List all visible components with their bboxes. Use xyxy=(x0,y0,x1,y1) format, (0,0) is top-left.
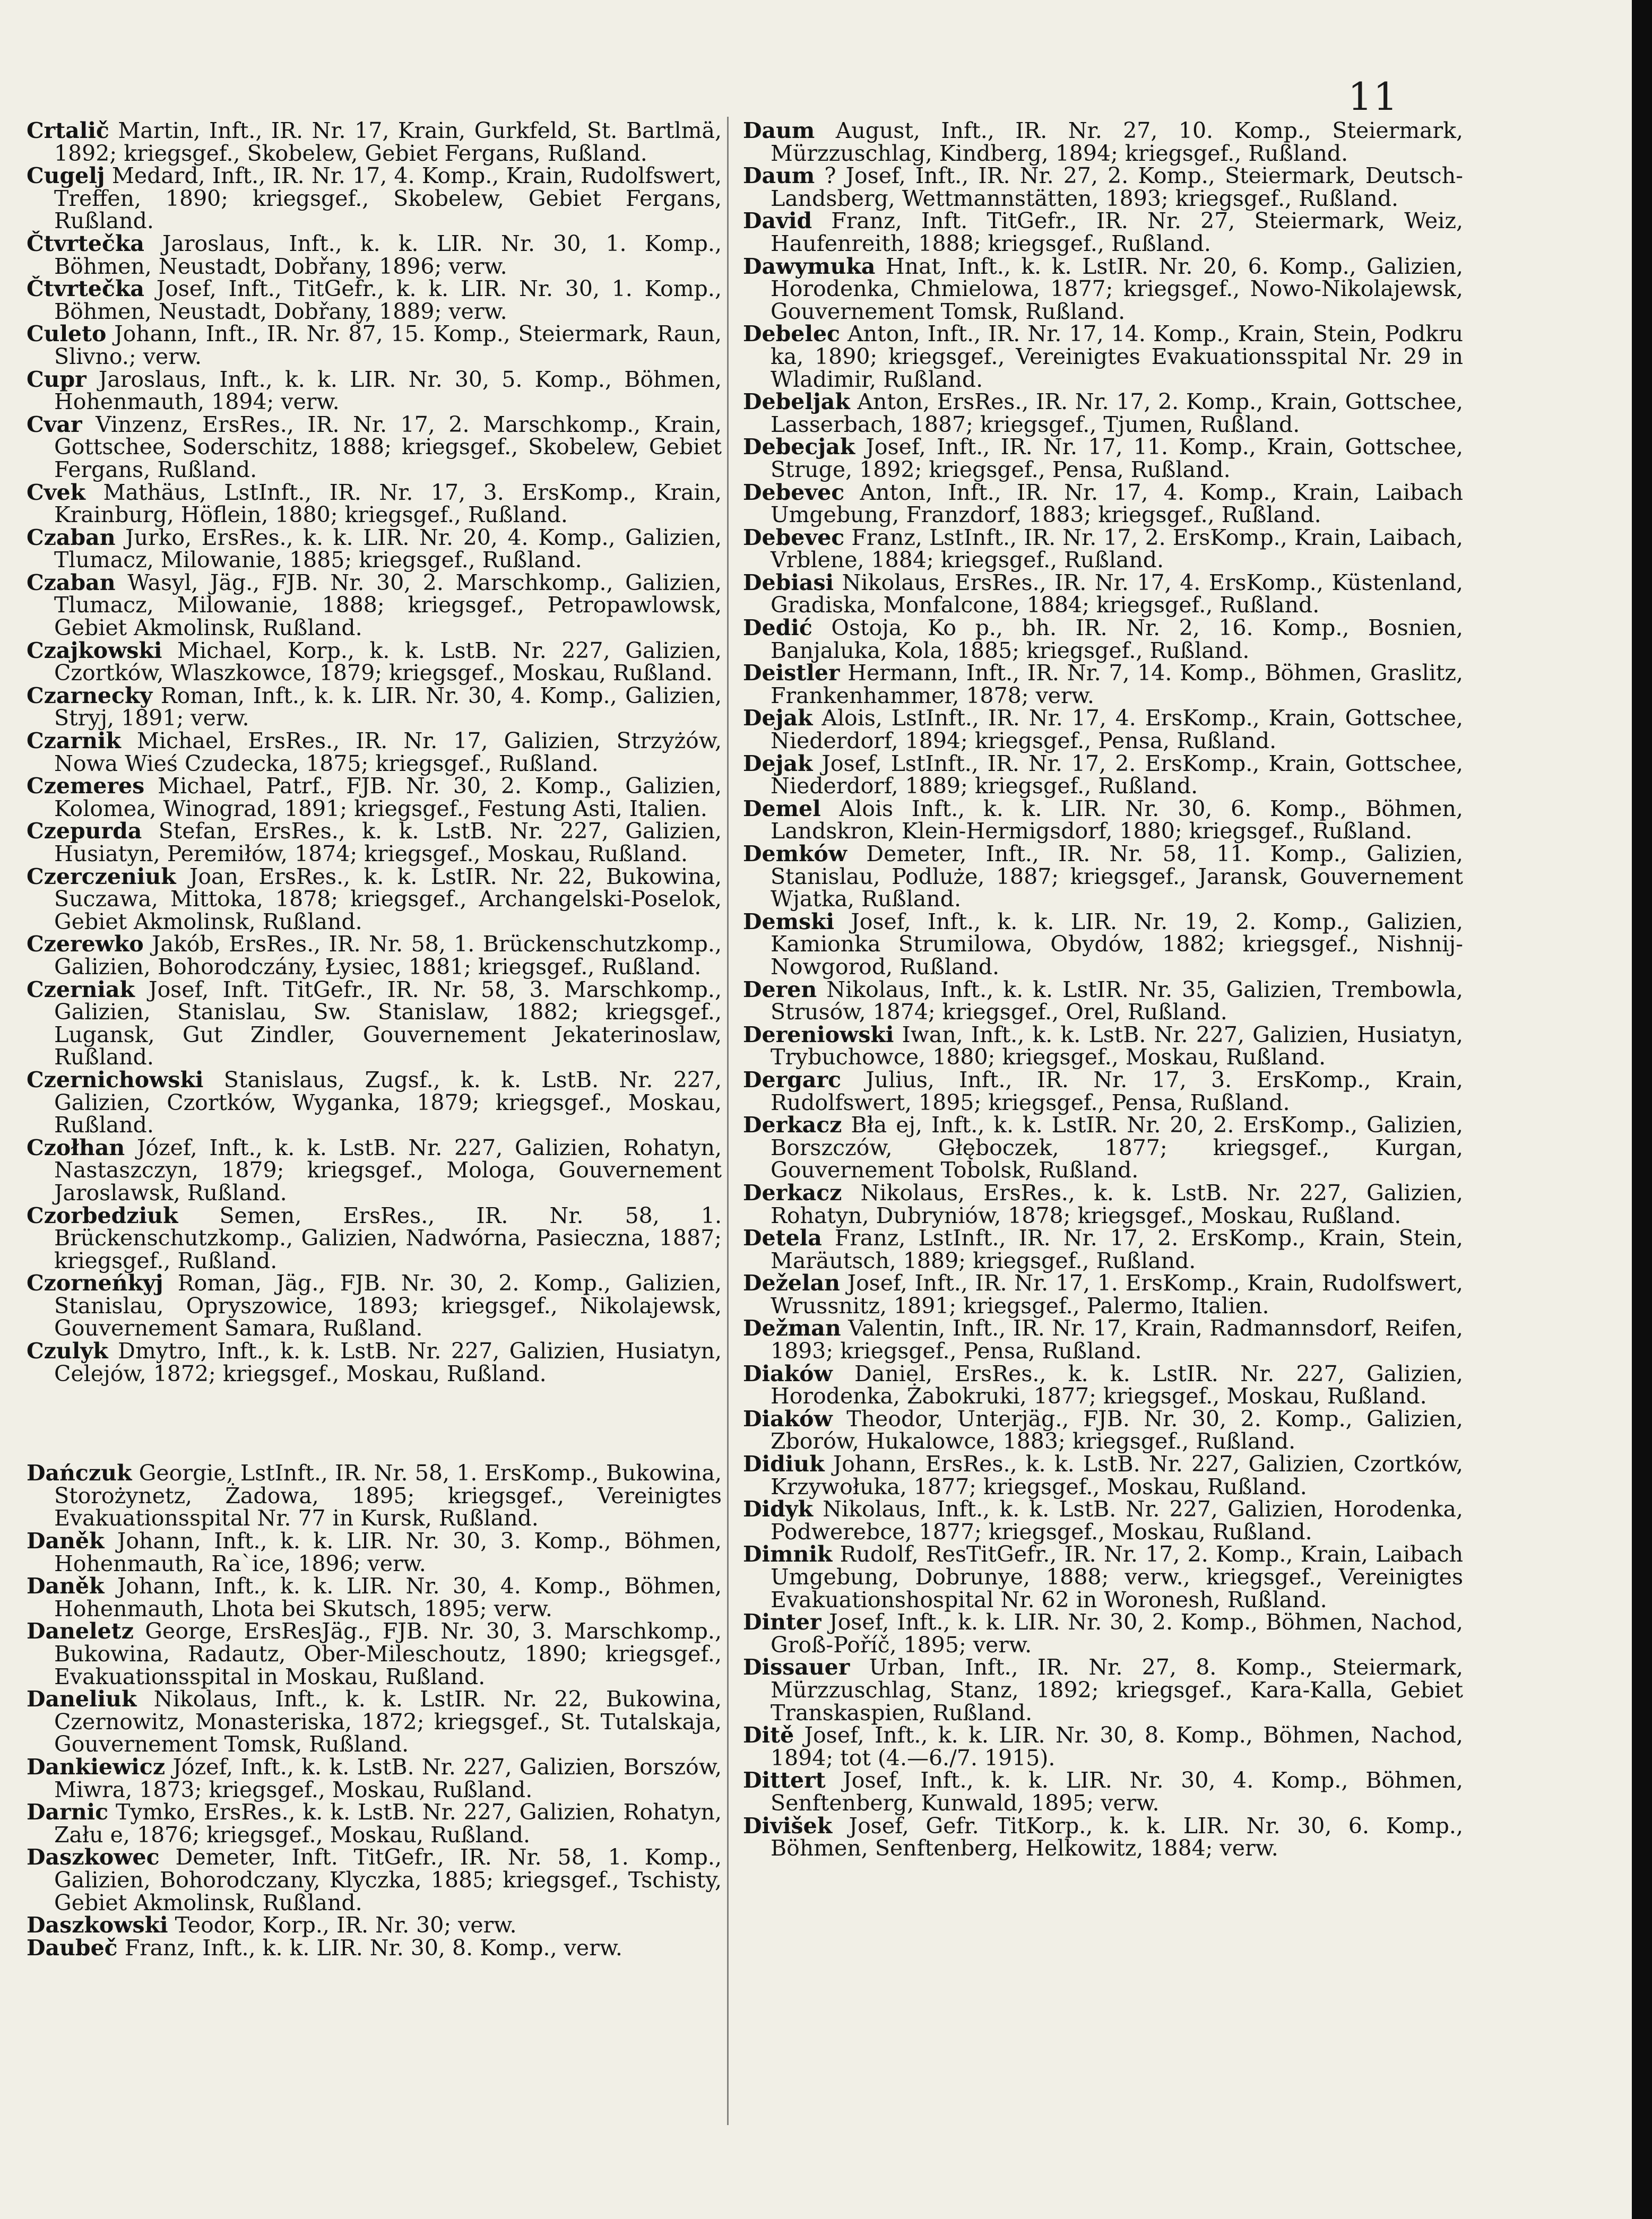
entry-details: Roman, Jäg., FJB. Nr. 30, 2. Komp., Galizien, Stanislau, Opryszowice, 1893; kriegsgef., Nikolajewsk, Gouvernement Samara, Rußland. xyxy=(54,1270,722,1341)
list-entry xyxy=(27,1756,722,1801)
list-entry xyxy=(743,1611,1463,1656)
entry-details: Nikolaus, ErsRes., k. k. LstB. Nr. 227, Galizien, Rohatyn, Dubryniów, 1878; kriegsgef., Moskau, Rußland. xyxy=(771,1180,1463,1228)
column-divider xyxy=(727,117,729,2125)
entry-surname: Derkacz xyxy=(743,1180,842,1206)
entry-surname: Ditě xyxy=(743,1722,794,1748)
entry-details: Medard, Inft., IR. Nr. 17, 4. Komp., Krain, Rudolfswert, Treffen, 1890; kriegsgef., Skobelew, Gebiet Fergans, Rußland. xyxy=(54,163,722,234)
list-entry xyxy=(27,323,722,368)
list-entry xyxy=(743,1769,1463,1814)
entry-surname: Czulyk xyxy=(27,1338,108,1364)
list-entry xyxy=(743,1408,1463,1453)
list-entry xyxy=(743,1453,1463,1498)
entry-surname: Dimnik xyxy=(743,1541,833,1567)
entry-surname: Debecjak xyxy=(743,434,855,460)
entry-surname: Deren xyxy=(743,976,817,1002)
entry-surname: Czorbedziuk xyxy=(27,1202,178,1228)
entry-surname: Dergarc xyxy=(743,1067,842,1093)
entry-details: Nikolaus, Inft., k. k. LstIR. Nr. 22, Bukowina, Czernowitz, Monasteriska, 1872; kriegsgef., St. Tutalskaja, Gouvernement Tomsk, Rußland. xyxy=(54,1686,722,1757)
entry-surname: Czernichowski xyxy=(27,1067,204,1093)
list-entry xyxy=(27,1937,722,1960)
section-gap xyxy=(27,1385,722,1462)
entry-details: Michael, ErsRes., IR. Nr. 17, Galizien, Strzyżów, Nowa Wieś Czudecka, 1875; kriegsgef., Rußland. xyxy=(54,728,722,776)
list-entry xyxy=(27,978,722,1069)
list-entry xyxy=(27,1204,722,1272)
entry-surname: Dežman xyxy=(743,1315,841,1341)
entry-surname: Demków xyxy=(743,841,847,866)
list-entry xyxy=(27,1462,722,1530)
entry-surname: Czerniak xyxy=(27,976,135,1002)
entry-surname: Daněk xyxy=(27,1528,105,1554)
entry-surname: Daněk xyxy=(27,1573,105,1599)
entry-surname: Derkacz xyxy=(743,1112,842,1138)
entry-details: Georgie, LstInft., IR. Nr. 58, 1. ErsKomp., Bukowina, Storożynetz, Żadowa, 1895; kriegsgef., Vereinigtes Evakuationsspital Nr. 77 in Kursk, Rußland. xyxy=(54,1460,722,1531)
entry-surname: Dedić xyxy=(743,615,812,641)
entry-details: Dmytro, Inft., k. k. LstB. Nr. 227, Galizien, Husiatyn, Celejów, 1872; kriegsgef., Moskau, Rußland. xyxy=(54,1338,722,1386)
list-entry xyxy=(27,119,722,164)
entry-surname: Daum xyxy=(743,118,815,143)
entry-details: Tymko, ErsRes., k. k. LstB. Nr. 227, Galizien, Rohatyn, Zału e, 1876; kriegsgef., Moskau, Rußland. xyxy=(54,1799,722,1848)
list-entry xyxy=(743,436,1463,481)
entry-details: Bła ej, Inft., k. k. LstIR. Nr. 20, 2. ErsKomp., Galizien, Borszczów, Głęboczek, 1877; kriegsgef., Kurgan, Gouvernement Tobolsk, Rußland. xyxy=(771,1112,1463,1183)
entry-details: Josef, Inft., k. k. LIR. Nr. 30, 2. Komp., Böhmen, Nachod, Groß-Poříč, 1895; verw. xyxy=(771,1609,1463,1658)
entry-surname: Cupr xyxy=(27,366,87,392)
entry-surname: Czarnik xyxy=(27,728,121,754)
entry-surname: Dittert xyxy=(743,1767,826,1793)
list-entry xyxy=(27,865,722,933)
entry-surname: Didyk xyxy=(743,1496,814,1522)
entry-details: Josef, Gefr. TitKorp., k. k. LIR. Nr. 30, 6. Komp., Böhmen, Senftenberg, Helkowitz, 1884; verw. xyxy=(771,1813,1463,1861)
list-entry xyxy=(27,1914,722,1937)
entry-details: Joan, ErsRes., k. k. LstIR. Nr. 22, Bukowina, Suczawa, Mittoka, 1878; kriegsgef., Archangelski-Poselok, Gebiet Akmolinsk, Rußland. xyxy=(54,863,722,934)
list-entry xyxy=(743,1656,1463,1724)
list-entry xyxy=(743,571,1463,617)
entry-details: Martin, Inft., IR. Nr. 17, Krain, Gurkfeld, St. Bartlmä, 1892; kriegsgef., Skobelew, Gebiet Fergans, Rußland. xyxy=(54,118,722,166)
list-entry xyxy=(27,820,722,865)
entry-details: Valentin, Inft., IR. Nr. 17, Krain, Radmannsdorf, Reifen, 1893; kriegsgef., Pensa, Rußland. xyxy=(771,1315,1463,1364)
entry-details: Stefan, ErsRes., k. k. LstB. Nr. 227, Galizien, Husiatyn, Peremiłów, 1874; kriegsgef., Moskau, Rußland. xyxy=(54,818,722,866)
entry-details: Jaroslaus, Inft., k. k. LIR. Nr. 30, 5. Komp., Böhmen, Hohenmauth, 1894; verw. xyxy=(54,366,722,415)
entry-details: Johann, Inft., k. k. LIR. Nr. 30, 4. Komp., Böhmen, Hohenmauth, Lhota bei Skutsch, 1895; verw. xyxy=(54,1573,722,1622)
entry-surname: Čtvrtečka xyxy=(27,230,144,256)
entry-surname: Deželan xyxy=(743,1270,840,1296)
entry-surname: Cugelj xyxy=(27,163,105,189)
list-entry xyxy=(743,662,1463,707)
list-entry xyxy=(743,1724,1463,1769)
entry-surname: Dinter xyxy=(743,1609,821,1635)
entry-details: Urban, Inft., IR. Nr. 27, 8. Komp., Steiermark, Mürzzuschlag, Stanz, 1892; kriegsgef., Kara-Kalla, Gebiet Transkaspien, Rußland. xyxy=(771,1654,1463,1726)
list-entry xyxy=(27,1530,722,1575)
entry-surname: Czarnecky xyxy=(27,682,153,708)
entry-details: Hermann, Inft., IR. Nr. 7, 14. Komp., Böhmen, Graslitz, Frankenhammer, 1878; verw. xyxy=(771,660,1463,708)
entry-details: Nikolaus, ErsRes., IR. Nr. 17, 4. ErsKomp., Küstenland, Gradiska, Monfalcone, 1884; kriegsgef., Rußland. xyxy=(771,569,1463,618)
left-block-c-entries xyxy=(27,119,722,1385)
list-entry xyxy=(27,1069,722,1137)
entry-details: Johann, Inft., IR. Nr. 87, 15. Komp., Steiermark, Raun, Slivno.; verw. xyxy=(54,321,722,369)
entry-surname: Cvar xyxy=(27,411,82,437)
list-entry xyxy=(743,1021,1463,1070)
entry-details: Nikolaus, Inft., k. k. LstIR. Nr. 35, Galizien, Trembowla, Strusów, 1874; kriegsgef., Orel, Rußland. xyxy=(771,976,1463,1025)
entry-details: Jaroslaus, Inft., k. k. LIR. Nr. 30, 1. Komp., Böhmen, Neustadt, Dobřany, 1896; verw. xyxy=(54,230,722,279)
list-entry xyxy=(743,1498,1463,1543)
entry-surname: Czorneńkyj xyxy=(27,1270,163,1296)
list-entry xyxy=(27,775,722,820)
entry-details: Josef, Inft., IR. Nr. 17, 11. Komp., Krain, Gottschee, Struge, 1892; kriegsgef., Pensa, Rußland. xyxy=(771,434,1463,482)
page-number: 11 xyxy=(1348,74,1399,119)
list-entry xyxy=(27,1620,722,1688)
entry-details: Vinzenz, ErsRes., IR. Nr. 17, 2. Marschkomp., Krain, Gottschee, Soderschitz, 1888; kriegsgef., Skobelew, Gebiet Fergans, Rußland. xyxy=(54,411,722,482)
entry-surname: Dejak xyxy=(743,705,813,731)
entry-surname: Diaków xyxy=(743,1360,833,1386)
list-entry xyxy=(27,526,722,571)
entry-details: Franz, LstInft., IR. Nr. 17, 2. ErsKomp., Krain, Stein, Maräutsch, 1889; kriegsgef., Rußland. xyxy=(771,1225,1463,1273)
entry-details: Demeter, Inft. TitGefr., IR. Nr. 58, 1. Komp., Galizien, Bohorodczany, Klyczka, 1885; kriegsgef., Tschisty, Gebiet Akmolinsk, Rußland. xyxy=(54,1844,722,1915)
list-entry xyxy=(27,933,722,978)
entry-surname: Diaków xyxy=(743,1406,833,1432)
entry-details: Jurko, ErsRes., k. k. LIR. Nr. 20, 4. Komp., Galizien, Tlumacz, Milowanie, 1885; kriegsgef., Rußland. xyxy=(54,524,722,573)
entry-details: Michael, Patrf., FJB. Nr. 30, 2. Komp., Galizien, Kolomea, Winograd, 1891; kriegsgef., Festung Asti, Italien. xyxy=(54,773,722,821)
list-entry xyxy=(743,1069,1463,1114)
entry-details: Roman, Inft., k. k. LIR. Nr. 30, 4. Komp., Galizien, Stryj, 1891; verw. xyxy=(54,682,722,731)
list-entry xyxy=(743,1227,1463,1272)
list-entry xyxy=(743,707,1463,752)
list-entry xyxy=(743,1272,1463,1317)
entry-surname: Debiasi xyxy=(743,569,834,595)
list-entry xyxy=(27,1272,722,1340)
list-entry xyxy=(27,1134,722,1206)
entry-details: Josef, Inft., k. k. LIR. Nr. 19, 2. Komp., Galizien, Kamionka Strumilowa, Obydów, 1882; kriegsgef., Nishnij-Nowgorod, Rußland. xyxy=(771,908,1463,980)
entry-surname: Detela xyxy=(743,1225,822,1251)
entry-surname: Crtalič xyxy=(27,118,109,143)
entry-details: Josef, Inft., TitGefr., k. k. LIR. Nr. 30, 1. Komp., Böhmen, Neustadt, Dobřany, 1889; verw. xyxy=(54,276,722,324)
entry-surname: Daneletz xyxy=(27,1618,134,1644)
list-entry xyxy=(27,232,722,278)
list-entry xyxy=(743,1317,1463,1362)
entry-surname: Divišek xyxy=(743,1813,833,1839)
entry-surname: Čtvrtečka xyxy=(27,276,144,302)
entry-surname: Czerczeniuk xyxy=(27,863,176,889)
list-entry xyxy=(743,1815,1463,1860)
list-entry xyxy=(743,1182,1463,1227)
list-entry xyxy=(27,639,722,684)
list-entry xyxy=(27,1575,722,1620)
entry-surname: Debelec xyxy=(743,321,841,347)
list-entry xyxy=(27,278,722,323)
list-entry xyxy=(743,1543,1463,1611)
entry-details: Theodor, Unterjäg., FJB. Nr. 30, 2. Komp., Galizien, Zborów, Hukalowce, 1883; kriegsgef., Rußland. xyxy=(771,1406,1463,1454)
entry-details: Johann, Inft., k. k. LIR. Nr. 30, 3. Komp., Böhmen, Hohenmauth, Ra`ice, 1896; verw. xyxy=(54,1528,722,1576)
entry-surname: Czaban xyxy=(27,569,116,595)
entry-surname: Darnic xyxy=(27,1799,109,1825)
scan-edge xyxy=(1632,0,1652,2219)
entry-surname: Czerewko xyxy=(27,931,144,957)
entry-details: Michael, Korp., k. k. LstB. Nr. 227, Galizien, Czortków, Wlaszkowce, 1879; kriegsgef., Moskau, Rußland. xyxy=(54,637,722,686)
entry-surname: Culeto xyxy=(27,321,107,347)
list-entry xyxy=(743,978,1463,1024)
entry-details: Alois Inft., k. k. LIR. Nr. 30, 6. Komp., Böhmen, Landskron, Klein-Hermigsdorf, 1880; kriegsgef., Rußland. xyxy=(771,795,1463,844)
entry-surname: Dejak xyxy=(743,750,813,776)
entry-details: Franz, LstInft., IR. Nr. 17, 2. ErsKomp., Krain, Laibach, Vrblene, 1884; kriegsgef., Rußland. xyxy=(771,524,1463,573)
entry-surname: Daubeč xyxy=(27,1935,118,1961)
entry-details: Daniel, ErsRes., k. k. LstIR. Nr. 227, Galizien, Horodenka, Żabokruki, 1877; kriegsgef., Moskau, Rußland. xyxy=(771,1360,1463,1409)
entry-surname: Daneliuk xyxy=(27,1686,137,1712)
list-entry xyxy=(27,1846,722,1914)
entry-surname: Demel xyxy=(743,795,821,821)
entry-details: Franz, Inft., k. k. LIR. Nr. 30, 8. Komp., verw. xyxy=(117,1935,622,1961)
list-entry xyxy=(743,1360,1463,1409)
entry-details: Józef, Inft., k. k. LstB. Nr. 227, Galizien, Rohatyn, Nastaszczyn, 1879; kriegsgef., Mologa, Gouvernement Jaroslawsk, Rußland. xyxy=(54,1134,722,1206)
list-entry xyxy=(743,908,1463,980)
list-entry xyxy=(743,210,1463,255)
entry-details: Ostoja, Ko p., bh. IR. Nr. 2, 16. Komp., Bosnien, Banjaluka, Kola, 1885; kriegsgef., Rußland. xyxy=(771,615,1463,663)
entry-details: Julius, Inft., IR. Nr. 17, 3. ErsKomp., Krain, Rudolfswert, 1895; kriegsgef., Pensa, Rußland. xyxy=(771,1067,1463,1115)
entry-surname: Debevec xyxy=(743,479,845,505)
list-entry xyxy=(743,526,1463,571)
list-entry xyxy=(27,368,722,413)
entry-details: George, ErsResJäg., FJB. Nr. 30, 3. Marschkomp., Bukowina, Radautz, Ober-Mileschoutz, 1890; kriegsgef., Evakuationsspital in Moskau, Rußland. xyxy=(54,1618,722,1689)
entry-details: Johann, ErsRes., k. k. LstB. Nr. 227, Galizien, Czortków, Krzywołuka, 1877; kriegsgef., Moskau, Rußland. xyxy=(771,1451,1463,1499)
list-entry xyxy=(27,1801,722,1846)
list-entry xyxy=(743,164,1463,210)
entry-surname: Czaban xyxy=(27,524,116,550)
entry-details: Nikolaus, Inft., k. k. LstB. Nr. 227, Galizien, Horodenka, Podwerebce, 1877; kriegsgef., Moskau, Rußland. xyxy=(771,1496,1463,1545)
list-entry xyxy=(27,730,722,775)
entry-surname: Didiuk xyxy=(743,1451,825,1477)
list-entry xyxy=(743,481,1463,526)
list-entry xyxy=(743,843,1463,911)
list-entry xyxy=(743,1114,1463,1182)
list-entry xyxy=(27,684,722,730)
entry-details: Semen, ErsRes., IR. Nr. 58, 1. Brückenschutzkomp., Galizien, Nadwórna, Pasieczna, 1887; kriegsgef., Rußland. xyxy=(54,1202,722,1273)
entry-details: Anton, ErsRes., IR. Nr. 17, 2. Komp., Krain, Gottschee, Lasserbach, 1887; kriegsgef., Tjumen, Rußland. xyxy=(771,389,1463,437)
entry-details: Franz, Inft. TitGefr., IR. Nr. 27, Steiermark, Weiz, Haufenreith, 1888; kriegsgef., Rußland. xyxy=(771,208,1463,256)
entry-details: Mathäus, LstInft., IR. Nr. 17, 3. ErsKomp., Krain, Krainburg, Höflein, 1880; kriegsgef., Rußland. xyxy=(54,479,722,528)
entry-details: Rudolf, ResTitGefr., IR. Nr. 17, 2. Komp., Krain, Laibach Umgebung, Dobrunye, 1888; verw., kriegsgef., Vereinigtes Evakuationshospital Nr. 62 in Woronesh, Rußland. xyxy=(771,1541,1463,1613)
entry-surname: Daszkowski xyxy=(27,1912,168,1938)
entry-surname: Cvek xyxy=(27,479,85,505)
list-entry xyxy=(27,571,722,639)
left-block-d-entries xyxy=(27,1462,722,1959)
list-entry xyxy=(743,752,1463,798)
entry-details: Josef, Inft., IR. Nr. 17, 1. ErsKomp., Krain, Rudolfswert, Wrussnitz, 1891; kriegsgef., Palermo, Italien. xyxy=(771,1270,1463,1319)
entry-surname: Deistler xyxy=(743,660,840,686)
entry-details: Demeter, Inft., IR. Nr. 58, 11. Komp., Galizien, Stanislau, Podluże, 1887; kriegsgef., Jaransk, Gouvernement Wjatka, Rußland. xyxy=(771,841,1463,912)
entry-details: ? Josef, Inft., IR. Nr. 27, 2. Komp., Steiermark, Deutsch-Landsberg, Wettmannstätten, 1893; kriegsgef., Rußland. xyxy=(771,163,1463,211)
right-block-d-entries xyxy=(743,118,1463,1861)
list-entry xyxy=(743,323,1463,391)
entry-details: Josef, Inft., k. k. LIR. Nr. 30, 8. Komp., Böhmen, Nachod, 1894; tot (4.—6./7. 1915). xyxy=(771,1722,1463,1771)
list-entry xyxy=(743,119,1463,164)
entry-surname: Debevec xyxy=(743,524,845,550)
entry-surname: Czepurda xyxy=(27,818,142,844)
entry-details: Alois, LstInft., IR. Nr. 17, 4. ErsKomp., Krain, Gottschee, Niederdorf, 1894; kriegsgef., Pensa, Rußland. xyxy=(771,705,1463,754)
list-entry xyxy=(27,481,722,526)
entry-details: Josef, LstInft., IR. Nr. 17, 2. ErsKomp., Krain, Gottschee, Niederdorf, 1889; kriegsgef., Rußland. xyxy=(771,750,1463,799)
left-column xyxy=(27,119,722,1959)
entry-details: Josef, Inft. TitGefr., IR. Nr. 58, 3. Marschkomp., Galizien, Stanislau, Sw. Stanislaw, 1882; kriegsgef., Lugansk, Gut Zindler, Gouvernement Jekaterinoslaw, Rußland. xyxy=(54,976,722,1070)
entry-details: Stanislaus, Zugsf., k. k. LstB. Nr. 227, Galizien, Czortków, Wyganka, 1879; kriegsgef., Moskau, Rußland. xyxy=(54,1067,722,1138)
entry-surname: Dissauer xyxy=(743,1654,850,1680)
entry-details: Iwan, Inft., k. k. LstB. Nr. 227, Galizien, Husiatyn, Trybuchowce, 1880; kriegsgef., Moskau, Rußland. xyxy=(771,1021,1463,1070)
entry-surname: David xyxy=(743,208,812,234)
entry-details: Anton, Inft., IR. Nr. 17, 4. Komp., Krain, Laibach Umgebung, Franzdorf, 1883; kriegsgef., Rußland. xyxy=(771,479,1463,528)
list-entry xyxy=(743,795,1463,844)
entry-details: Wasyl, Jäg., FJB. Nr. 30, 2. Marschkomp., Galizien, Tlumacz, Milowanie, 1888; kriegsgef., Petropawlowsk, Gebiet Akmolinsk, Rußland. xyxy=(54,569,722,641)
entry-surname: Dankiewicz xyxy=(27,1754,166,1780)
entry-surname: Czołhan xyxy=(27,1134,125,1160)
list-entry xyxy=(27,413,722,481)
entry-details: Jakób, ErsRes., IR. Nr. 58, 1. Brückenschutzkomp., Galizien, Bohorodczány, Łysiec, 1881; kriegsgef., Rußland. xyxy=(54,931,722,980)
entry-details: August, Inft., IR. Nr. 27, 10. Komp., Steiermark, Mürzzuschlag, Kindberg, 1894; kriegsgef., Rußland. xyxy=(771,118,1463,166)
list-entry xyxy=(27,1340,722,1385)
entry-surname: Daszkowec xyxy=(27,1844,160,1870)
right-column xyxy=(743,118,1463,1861)
entry-details: Józef, Inft., k. k. LstB. Nr. 227, Galizien, Borszów, Miwra, 1873; kriegsgef., Moskau, Rußland. xyxy=(54,1754,722,1802)
entry-surname: Czajkowski xyxy=(27,637,162,663)
list-entry xyxy=(743,617,1463,662)
entry-details: Anton, Inft., IR. Nr. 17, 14. Komp., Krain, Stein, Podkru ka, 1890; kriegsgef., Vereinigtes Evakuationsspital Nr. 29 in Wladimir, Rußland. xyxy=(771,321,1463,392)
entry-surname: Dereniowski xyxy=(743,1021,894,1047)
entry-surname: Debeljak xyxy=(743,389,850,415)
entry-surname: Demski xyxy=(743,908,835,934)
entry-details: Josef, Inft., k. k. LIR. Nr. 30, 4. Komp., Böhmen, Senftenberg, Kunwald, 1895; verw. xyxy=(771,1767,1463,1816)
list-entry xyxy=(27,1688,722,1756)
entry-details: Hnat, Inft., k. k. LstIR. Nr. 20, 6. Komp., Galizien, Horodenka, Chmielowa, 1877; kriegsgef., Nowo-Nikolajewsk, Gouvernement Tomsk, Rußland. xyxy=(771,253,1463,324)
entry-details: Teodor, Korp., IR. Nr. 30; verw. xyxy=(168,1912,517,1938)
list-entry xyxy=(743,391,1463,436)
entry-surname: Czemeres xyxy=(27,773,145,799)
list-entry xyxy=(27,164,722,232)
entry-surname: Dańczuk xyxy=(27,1460,132,1486)
entry-surname: Dawymuka xyxy=(743,253,876,279)
entry-surname: Daum xyxy=(743,163,815,189)
list-entry xyxy=(743,255,1463,323)
